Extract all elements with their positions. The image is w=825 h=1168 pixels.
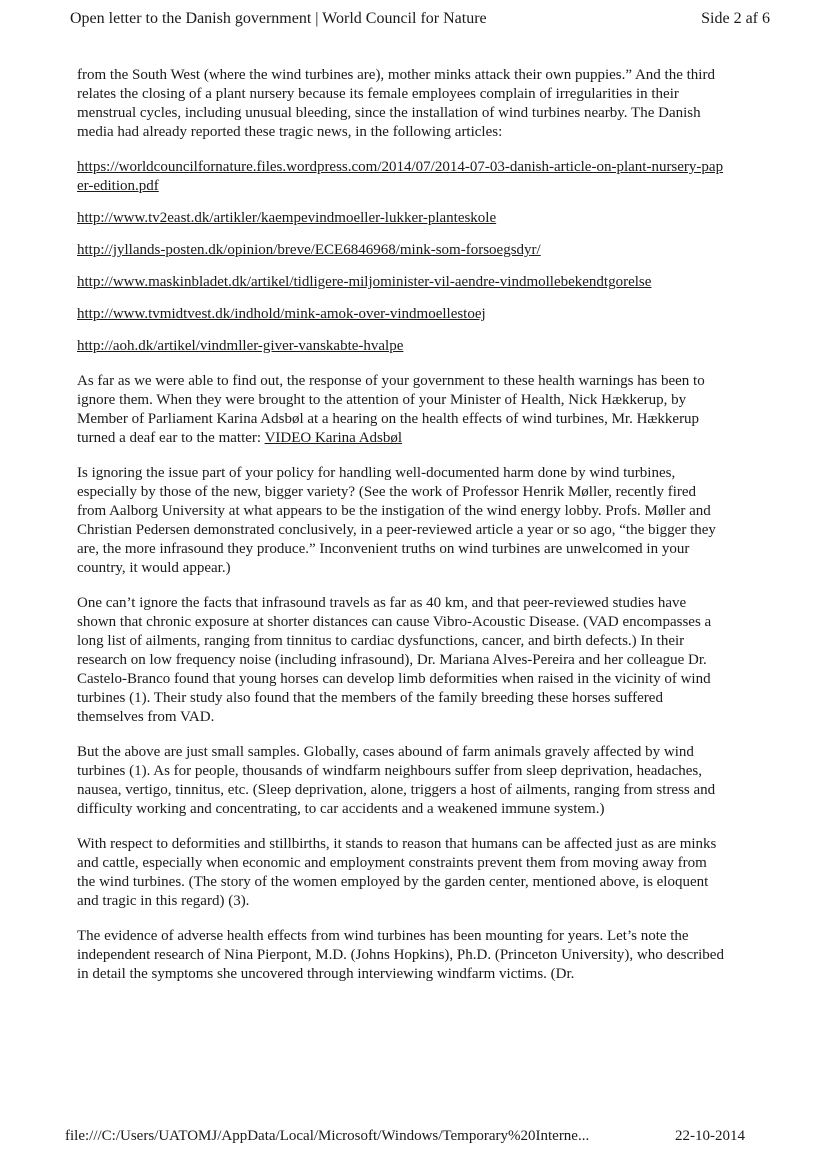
page-number: Side 2 af 6 (701, 10, 770, 27)
paragraph-2: As far as we were able to find out, the response of your government to these health warnings has been to ignore them. When they were brought to the attention of your Minister of Health, Nick Hækkerup, by Member of Parliament Karina Adsbøl at a hearing on the health effects of wind turbines, Mr. Hækkerup turned a deaf ear to the matter: VIDEO Karina Adsbøl (77, 373, 705, 446)
article-link-1[interactable]: https://worldcouncilfornature.files.wordpress.com/2014/07/2014-07-03-danish-article-on-plant-nursery-paper-edition.pdf (77, 159, 724, 194)
article-link-5[interactable]: http://www.tvmidtvest.dk/indhold/mink-amok-over-vindmoellestoej (77, 306, 486, 322)
letter-body (77, 66, 725, 1000)
header-title: Open letter to the Danish government | World Council for Nature (70, 10, 487, 27)
video-link[interactable]: VIDEO Karina Adsbøl (264, 430, 403, 446)
article-link-2[interactable]: http://www.tv2east.dk/artikler/kaempevindmoeller-lukker-planteskole (77, 210, 497, 226)
print-date: 22-10-2014 (675, 1128, 745, 1144)
article-link-6[interactable]: http://aoh.dk/artikel/vindmller-giver-vanskabte-hvalpe (77, 338, 404, 354)
article-link-4[interactable]: http://www.maskinbladet.dk/artikel/tidligere-miljominister-vil-aendre-vindmollebekendtgorelse (77, 274, 652, 290)
article-link-3[interactable]: http://jyllands-posten.dk/opinion/breve/ECE6846968/mink-som-forsoegsdyr/ (77, 242, 541, 258)
paragraph-6: With respect to deformities and stillbirths, it stands to reason that humans can be affected just as are minks and cattle, especially when economic and employment constraints prevent them from moving away from the wind turbines. (The story of the women employed by the garden center, mentioned above, is eloquent and tragic in this regard) (3). (77, 836, 717, 909)
page-header (70, 10, 770, 36)
paragraph-7: The evidence of adverse health effects from wind turbines has been mounting for years. Let’s note the independent research of Nina Pierpont, M.D. (Johns Hopkins), Ph.D. (Princeton University), who described in detail the symptoms she uncovered through interviewing windfarm victims. (Dr. (77, 928, 724, 982)
paragraph-5: But the above are just small samples. Globally, cases abound of farm animals gravely affected by wind turbines (1). As for people, thousands of windfarm neighbours suffer from sleep deprivation, headaches, nausea, vertigo, tinnitus, etc. (Sleep deprivation, alone, triggers a host of ailments, ranging from stress and difficulty working and concentrating, to car accidents and a weakened immune system.) (77, 744, 716, 817)
paragraph-1: from the South West (where the wind turbines are), mother minks attack their own puppies.” And the third relates the closing of a plant nursery because its female employees complain of irregularities in their menstrual cycles, including unusual bleeding, since the installation of wind turbines nearby. The Danish media had already reported these tragic news, in the following articles: (77, 67, 715, 140)
paragraph-4: One can’t ignore the facts that infrasound travels as far as 40 km, and that peer-reviewed studies have shown that chronic exposure at shorter distances can cause Vibro-Acoustic Disease. (VAD encompasses a long list of ailments, ranging from tinnitus to cardiac dysfunctions, cancer, and birth defects.) In their research on low frequency noise (including infrasound), Dr. Mariana Alves-Pereira and her colleague Dr. Castelo-Branco found that young horses can develop limb deformities when raised in the vicinity of wind turbines (1). Their study also found that the members of the family breeding these horses suffered themselves from VAD. (77, 595, 712, 725)
paragraph-3: Is ignoring the issue part of your policy for handling well-documented harm done by wind turbines, especially by those of the new, bigger variety? (See the work of Professor Henrik Møller, recently fired from Aalborg University at what appears to be the instigation of the wind energy lobby. Profs. Møller and Christian Pedersen demonstrated conclusively, in a peer-reviewed article a year or so ago, “the bigger they are, the more infrasound they produce.” Inconvenient truths on wind turbines are unwelcomed in your country, it would appear.) (77, 465, 716, 576)
file-path: file:///C:/Users/UATOMJ/AppData/Local/Microsoft/Windows/Temporary%20Interne... (65, 1128, 590, 1144)
